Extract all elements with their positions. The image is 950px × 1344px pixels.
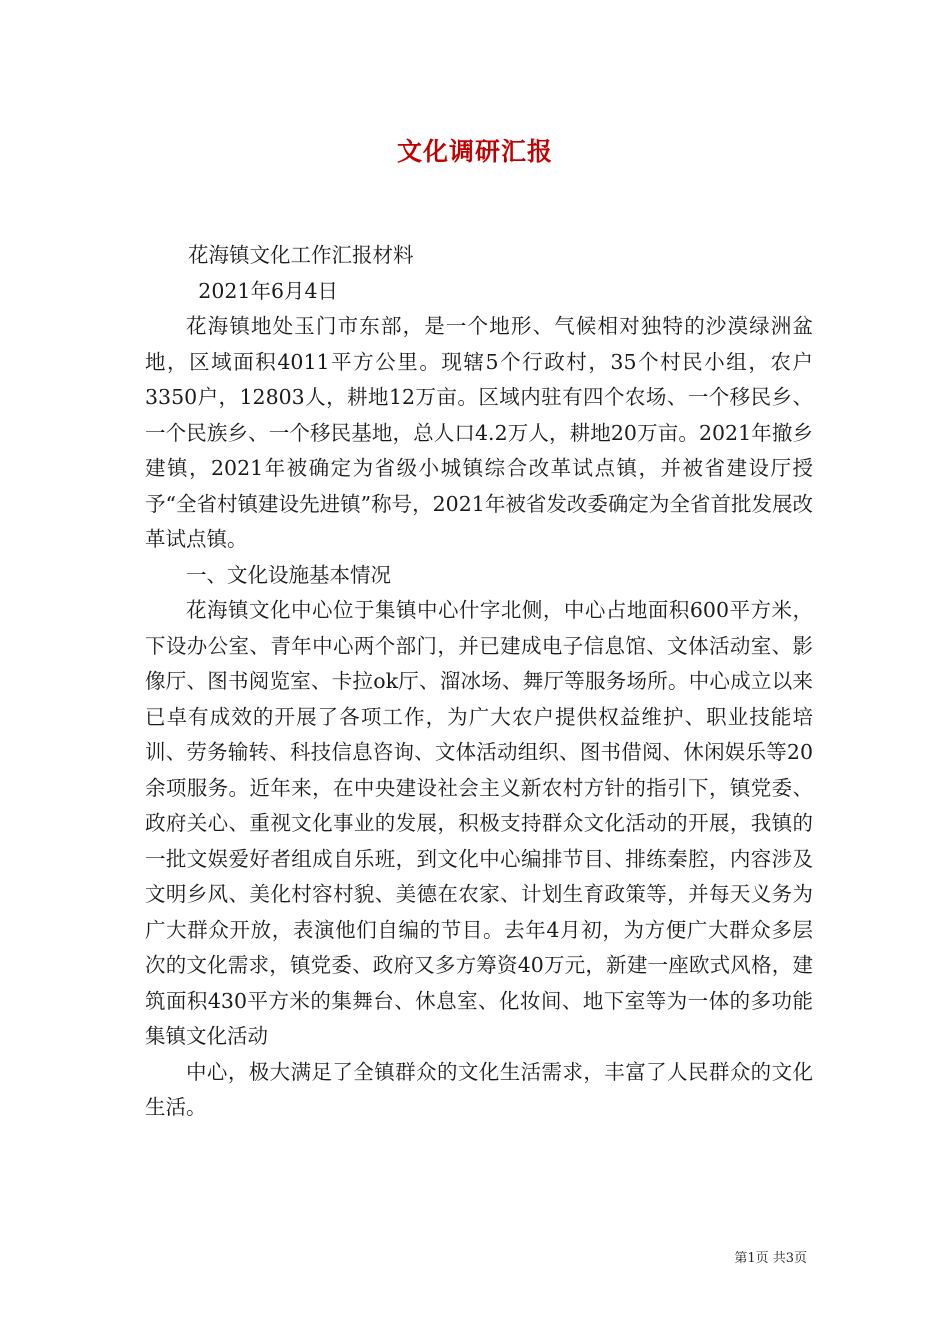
document-date: 2021年6月4日	[198, 278, 339, 303]
document-subtitle: 花海镇文化工作汇报材料	[188, 243, 414, 267]
paragraph-facilities: 花海镇文化中心位于集镇中心什字北侧，中心占地面积600平方米，下设办公室、青年中心两个部门，并已建成电子信息馆、文体活动室、影像厅、图书阅览室、卡拉ok厅、溜冰场、舞厅等服务场所。中心成立以来已卓有成效的开展了各项工作，为广大农户提供权益维护、职业技能培训、劳务输转、科技信息咨询、文体活动组织、图书借阅、休闲娱乐等20余项服务。近年来，在中央建设社会主义新农村方针的指引下，镇党委、政府关心、重视文化事业的发展，积极支持群众文化活动的开展，我镇的一批文娱爱好者组成自乐班，到文化中心编排节目、排练秦腔，内容涉及文明乡风、美化村容村貌、美德在农家、计划生育政策等，并每天义务为广大群众开放，表演他们自编的节目。去年4月初，为方便广大群众多层次的文化需求，镇党委、政府又多方筹资40万元，新建一座欧式风格，建筑面积430平方米的集舞台、休息室、化妆间、地下室等为一体的多功能集镇文化活动	[145, 598, 813, 1048]
paragraph-overview: 花海镇地处玉门市东部，是一个地形、气候相对独特的沙漠绿洲盆地，区域面积4011平方公里。现辖5个行政村，35个村民小组，农户3350户，12803人，耕地12万亩。区域内驻有四个农场、一个移民乡、一个民族乡、一个移民基地，总人口4.2万人，耕地20万亩。2021年撤乡建镇，2021年被确定为省级小城镇综合改革试点镇，并被省建设厅授予“全省村镇建设先进镇”称号，2021年被省发改委确定为全省首批发展改革试点镇。	[145, 314, 813, 551]
section-heading-facilities: 一、文化设施基本情况	[186, 562, 391, 587]
document-body	[145, 238, 813, 1126]
document-title: 文化调研汇报	[396, 137, 553, 166]
paragraph-conclusion: 中心，极大满足了全镇群众的文化生活需求，丰富了人民群众的文化生活。	[145, 1059, 813, 1119]
page-number: 第1页 共3页	[734, 1251, 807, 1266]
